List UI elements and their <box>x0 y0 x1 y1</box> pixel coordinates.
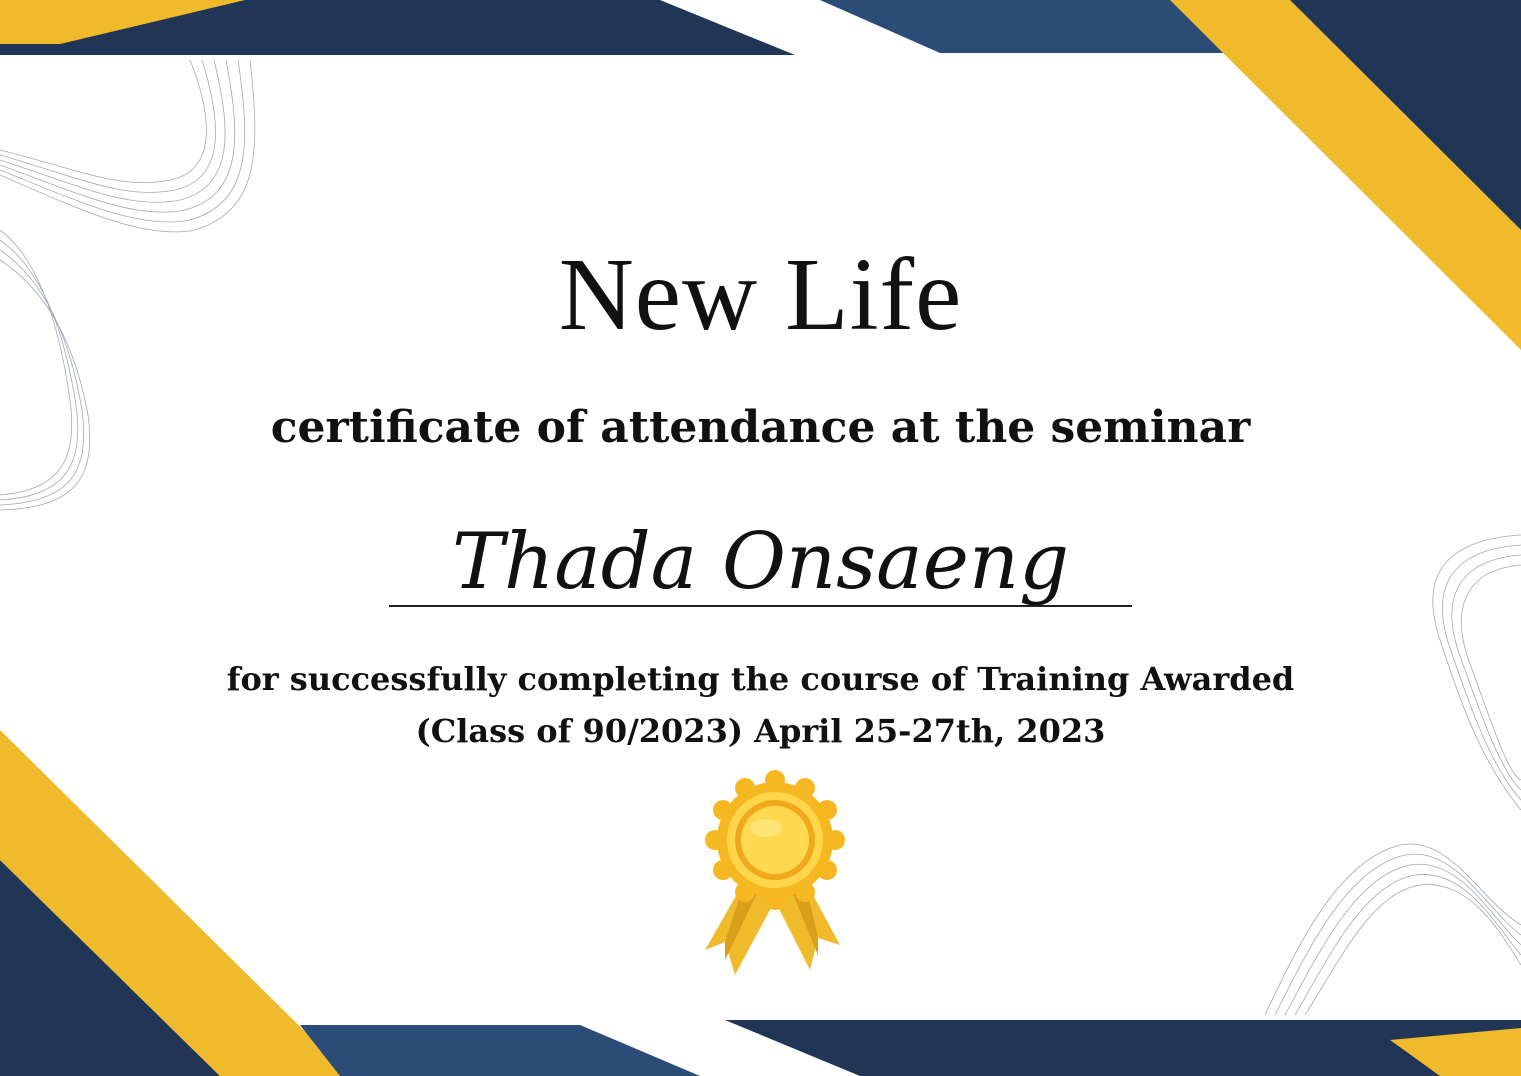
description-line-2: (Class of 90/2023) April 25-27th, 2023 <box>415 712 1106 750</box>
name-underline <box>389 605 1132 607</box>
recipient-name: Thada Onsaeng <box>451 517 1070 607</box>
wave-bottom-right <box>1265 844 1521 1015</box>
certificate-subtitle: certificate of attendance at the seminar <box>270 402 1251 453</box>
award-rosette-icon <box>700 770 850 980</box>
top-blue-band <box>820 0 1225 53</box>
description-line-1: for successfully completing the course of Training Awarded <box>226 660 1295 698</box>
bottom-left-blue-band <box>300 1025 700 1076</box>
wave-top-left <box>0 60 255 232</box>
organization-title: New Life <box>558 237 963 352</box>
